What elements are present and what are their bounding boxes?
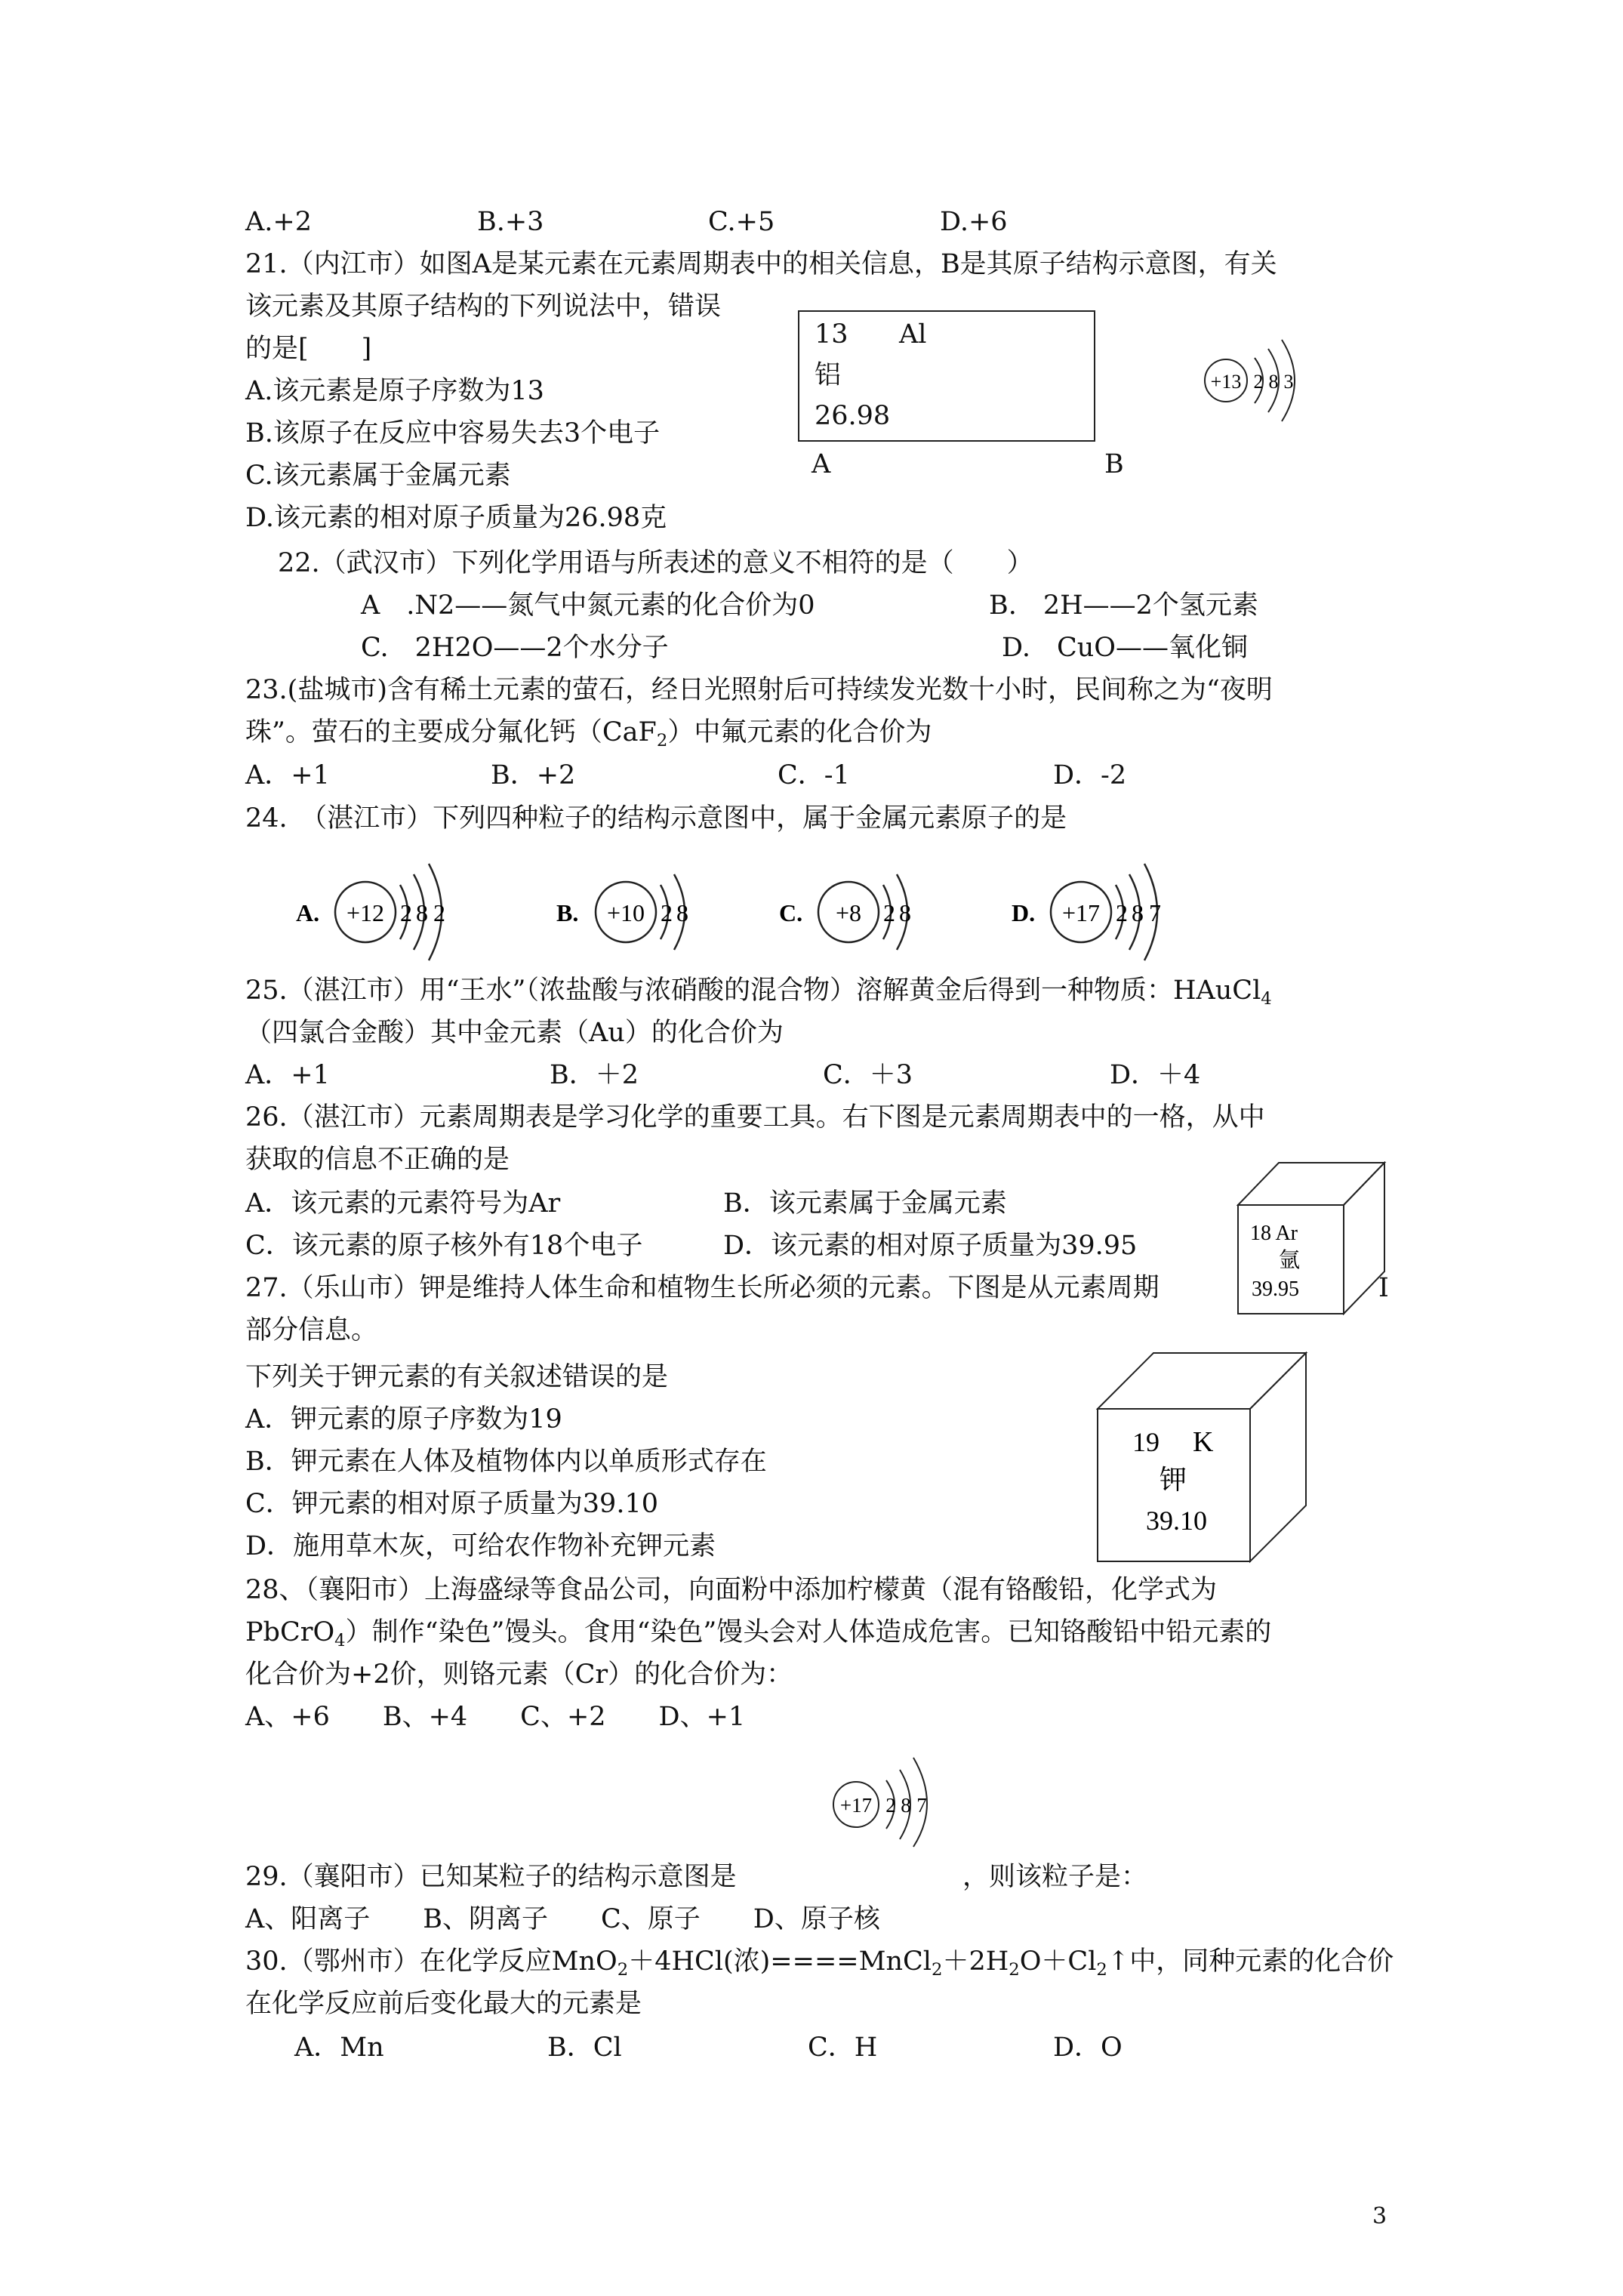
q24-atom-b-shell-1: 2	[661, 899, 673, 926]
q24-atom-b-shell-2: 8	[676, 899, 688, 926]
q24-atom-d-nucleus: +17	[1061, 899, 1101, 926]
q24-atom-c-shell-2: 8	[899, 899, 911, 926]
q26-option-c: C．该元素的原子核外有18个电子	[245, 1231, 643, 1261]
q21-label-b: B	[1104, 449, 1124, 479]
q27-option-d: D．施用草木灰，可给农作物补充钾元素	[245, 1531, 716, 1561]
q25-option-d: D．＋4	[1110, 1060, 1201, 1090]
q29-atom-shell-1: 2	[885, 1794, 896, 1817]
q24-atom-c	[778, 859, 929, 965]
q24-atom-d-shell-3: 7	[1149, 899, 1161, 926]
q29-atom-shell-3: 7	[916, 1794, 927, 1817]
q23-stem-line1: 23.(盐城市)含有稀土元素的萤石，经日光照射后可持续发光数十小时，民间称之为“夜明	[245, 675, 1273, 705]
q22-option-a: A .N2——氮气中氮元素的化合价为0	[361, 590, 815, 621]
q25-option-c: C．＋3	[823, 1060, 913, 1090]
q21-stem-line2: 该元素及其原子结构的下列说法中，错误	[245, 291, 722, 322]
q24-atom-d-shell-2: 8	[1132, 899, 1144, 926]
q24-atom-a-label: A.	[296, 899, 320, 926]
q27-stem-line3: 下列关于钾元素的有关叙述错误的是	[245, 1362, 669, 1392]
q29-atom-shell-2: 8	[901, 1794, 911, 1817]
q25-option-a: A．+1	[245, 1060, 330, 1090]
q22-option-c: C. 2H2O——2个水分子	[361, 633, 669, 663]
q27-option-b: B．钾元素在人体及植物体内以单质形式存在	[245, 1447, 767, 1477]
q28-stem-line2: PbCrO$_4$）制作“染色”馒头。食用“染色”馒头会对人体造成危害。已知铬酸铅中铅元素的	[245, 1617, 1272, 1650]
q27-card-name: 钾	[1160, 1465, 1187, 1495]
q26-stem-line2: 获取的信息不正确的是	[245, 1145, 510, 1175]
q24-atom-c-shell-1: 2	[883, 899, 895, 926]
q24-atom-a-shell-1: 2	[400, 899, 412, 926]
q24-atom-c-label: C.	[779, 899, 803, 926]
q25-stem-line2: （四氯合金酸）其中金元素（Au）的化合价为	[245, 1018, 784, 1048]
q21-atom-shell-2: 8	[1268, 371, 1279, 393]
q21-option-a: A.该元素是原子序数为13	[245, 376, 544, 406]
q21-label-a: A	[812, 449, 831, 479]
q23-option-c: C．-1	[778, 760, 850, 791]
q27-stem-line1: 27.（乐山市）钾是维持人体生命和植物生长所必须的元素。下图是从元素周期	[245, 1273, 1160, 1303]
q27-card-symbol: K	[1193, 1426, 1214, 1458]
q27-card-number: 19	[1132, 1427, 1160, 1457]
q29-atom-diagram	[821, 1750, 957, 1848]
q26-card-mass: 39.95	[1252, 1277, 1299, 1301]
q21-card-mass: 26.98	[815, 401, 891, 431]
q23-option-a: A．+1	[245, 760, 330, 791]
q28-stem-line3: 化合价为+2价，则铬元素（Cr）的化合价为：	[245, 1660, 793, 1690]
q22-option-d: D. CuO——氧化铜	[1002, 633, 1248, 663]
q24-atom-b	[555, 859, 706, 965]
q21-stem-line1: 21.（内江市）如图A是某元素在元素周期表中的相关信息，B是其原子结构示意图，有关	[245, 249, 1277, 279]
q30-option-b: B．Cl	[547, 2032, 622, 2063]
q26-card-name: 氩	[1279, 1249, 1301, 1272]
q27-card-mass: 39.10	[1146, 1505, 1207, 1536]
q21-option-d: D.该元素的相对原子质量为26.98克	[245, 503, 667, 533]
q21-atom-shell-1: 2	[1253, 371, 1264, 393]
q24-atom-b-label: B.	[556, 899, 579, 926]
q27-element-cube	[1096, 1351, 1309, 1564]
q27-option-a: A．钾元素的原子序数为19	[245, 1404, 562, 1435]
q26-stem-line1: 26.（湛江市）元素周期表是学习化学的重要工具。右下图是元素周期表中的一格，从中	[245, 1102, 1265, 1133]
page-number: 3	[1372, 2203, 1387, 2230]
q23-option-b: B．+2	[491, 760, 576, 791]
q25-stem-line1: 25.（湛江市）用“王水”（浓盐酸与浓硝酸的混合物）溶解黄金后得到一种物质：HAuCl$_4$	[245, 975, 1272, 1009]
q24-stem: 24. （湛江市）下列四种粒子的结构示意图中，属于金属元素原子的是	[245, 803, 1067, 834]
q21-card-symbol: Al	[899, 319, 927, 350]
q22-option-b: B. 2H——2个氢元素	[989, 590, 1258, 621]
q23-stem-line2: 珠”。萤石的主要成分氟化钙（CaF$_2$）中氟元素的化合价为	[245, 717, 932, 750]
q24-atom-c-nucleus: +8	[835, 899, 862, 926]
q26-card-line1: 18 Ar	[1250, 1222, 1298, 1245]
q29-stem-pre: 29.（襄阳市）已知某粒子的结构示意图是	[245, 1862, 737, 1892]
q26-element-cube	[1236, 1161, 1387, 1315]
q26-option-b: B．该元素属于金属元素	[723, 1188, 1007, 1219]
q21-element-card	[798, 310, 1095, 442]
q30-option-d: D．O	[1053, 2032, 1123, 2063]
q30-stem-line2: 在化学反应前后变化最大的元素是	[245, 1989, 642, 2019]
q27-stem-line1-tail: I	[1378, 1273, 1389, 1303]
q27-stem-line2: 部分信息。	[245, 1315, 378, 1345]
q28-stem-line1: 28、（襄阳市）上海盛绿等食品公司，向面粉中添加柠檬黄（混有铬酸铅，化学式为	[245, 1575, 1218, 1605]
q23-option-d: D．-2	[1053, 760, 1127, 791]
q24-atom-a-nucleus: +12	[346, 899, 385, 926]
q21-card-name: 铝	[815, 360, 842, 390]
q26-option-d: D．该元素的相对原子质量为39.95	[723, 1231, 1138, 1261]
q29-atom-nucleus: +17	[839, 1794, 873, 1817]
q26-option-a: A．该元素的元素符号为Ar	[245, 1188, 561, 1219]
q21-stem-line3: 的是[ ]	[245, 334, 372, 364]
q20-option-c: C.+5	[708, 207, 775, 237]
q24-atom-a-shell-3: 2	[433, 899, 445, 926]
q24-atom-d	[1010, 859, 1184, 965]
q25-option-b: B．＋2	[550, 1060, 639, 1090]
q29-options: A、阳离子 B、阴离子 C、原子 D、原子核	[245, 1904, 880, 1934]
q24-atom-b-nucleus: +10	[606, 899, 645, 926]
q27-option-c: C．钾元素的相对原子质量为39.10	[245, 1489, 658, 1519]
q20-option-b: B.+3	[477, 207, 544, 237]
q22-stem: 22.（武汉市）下列化学用语与所表述的意义不相符的是（ ）	[278, 548, 1033, 578]
q24-atom-d-label: D.	[1012, 899, 1036, 926]
q28-options: A、+6 B、+4 C、+2 D、+1	[245, 1702, 746, 1732]
q21-option-b: B.该原子在反应中容易失去3个电子	[245, 418, 661, 448]
q24-atom-a	[294, 859, 468, 965]
q21-card-number: 13	[815, 319, 848, 350]
q21-atom-diagram	[1193, 332, 1321, 423]
q30-option-a: A．Mn	[294, 2032, 384, 2063]
q24-atom-d-shell-1: 2	[1116, 899, 1128, 926]
q21-option-c: C.该元素属于金属元素	[245, 461, 511, 491]
q30-option-c: C．H	[808, 2032, 878, 2063]
q21-atom-shell-3: 3	[1283, 371, 1294, 393]
q24-atom-a-shell-2: 8	[416, 899, 428, 926]
q20-option-d: D.+6	[940, 207, 1008, 237]
q21-atom-nucleus: +13	[1210, 371, 1242, 393]
q29-stem-post: ，则该粒子是：	[962, 1862, 1148, 1892]
q30-stem-line1: 30.（鄂州市）在化学反应MnO$_2$＋4HCl(浓)$====MnCl_2+2H_2O+Cl_2↑$中，同种元素的化合价	[245, 1946, 1394, 1980]
q20-option-a: A.+2	[245, 207, 312, 237]
